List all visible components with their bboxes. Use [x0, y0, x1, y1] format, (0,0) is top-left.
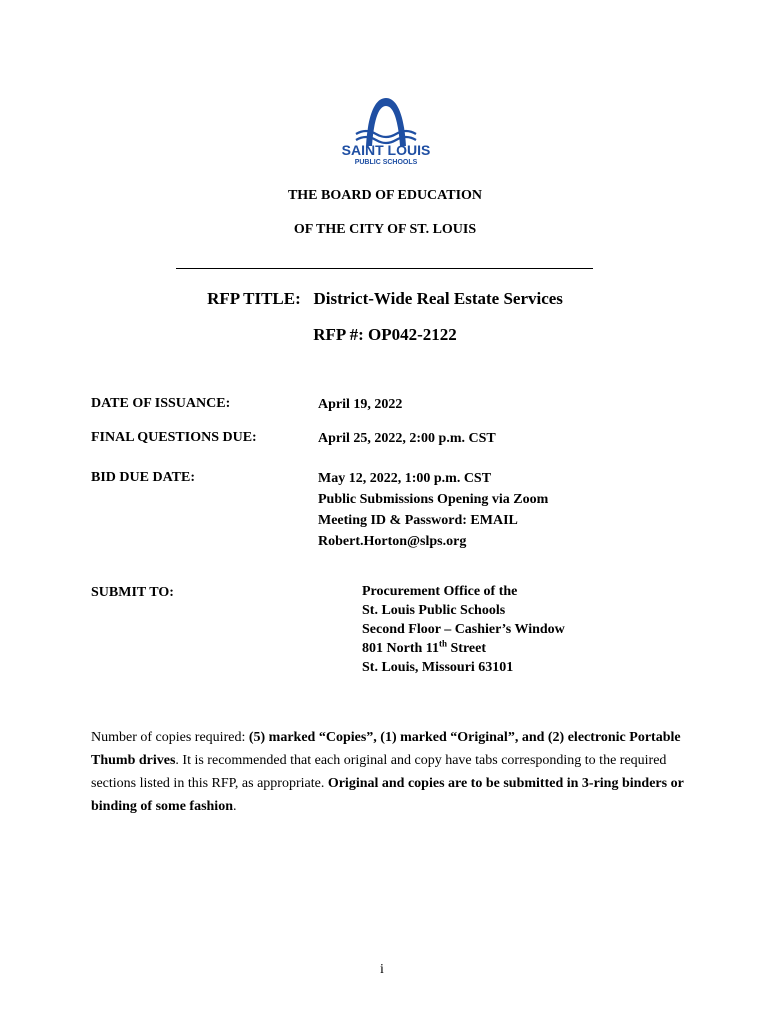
bid-details [318, 468, 548, 552]
district-logo [336, 94, 436, 168]
city-title: OF THE CITY OF ST. LOUIS [293, 222, 477, 237]
address-line: Second Floor – Cashier’s Window [362, 622, 565, 637]
logo-subtitle: PUBLIC SCHOOLS [354, 159, 418, 166]
rfp-number: RFP #: OP042-2122 [313, 325, 457, 344]
logo-name: SAINT LOUIS [341, 142, 431, 158]
issuance-label: DATE OF ISSUANCE: [91, 396, 231, 411]
bid-line: Meeting ID & Password: EMAIL [318, 513, 518, 528]
questions-label: FINAL QUESTIONS DUE: [91, 430, 257, 445]
address-line: Procurement Office of the [362, 584, 518, 599]
questions-value: April 25, 2022, 2:00 p.m. CST [318, 431, 496, 446]
rfp-title-label: RFP TITLE: [207, 289, 301, 308]
rfp-title-value: District-Wide Real Estate Services [313, 289, 563, 308]
copies-text: Number of copies required: [91, 730, 249, 745]
street-name: Street [447, 641, 487, 656]
copies-bold: Original and copies are to be submitted in 3-ring binders or binding of some fashion [91, 776, 684, 814]
bid-line: Robert.Horton@slps.org [318, 534, 467, 549]
copies-paragraph [91, 726, 691, 818]
address-line-street [362, 639, 565, 658]
street-suffix: th [439, 638, 448, 649]
bid-line: May 12, 2022, 1:00 p.m. CST [318, 471, 492, 486]
issuance-value: April 19, 2022 [318, 397, 403, 412]
page-number: i [380, 962, 384, 977]
submit-address [362, 582, 565, 677]
bid-line: Public Submissions Opening via Zoom [318, 492, 549, 507]
copies-bold: (5) marked “Copies”, (1) marked “Original”, and (2) electronic Portable Thumb drives [91, 730, 681, 768]
board-title: THE BOARD OF EDUCATION [287, 188, 483, 203]
street-number: 801 North 11 [362, 641, 439, 656]
divider-line [176, 268, 593, 269]
rfp-title [0, 289, 770, 309]
address-line: St. Louis, Missouri 63101 [362, 660, 514, 675]
copies-text: . It is recommended that each original and copy have tabs corresponding to the required sections listed in this RFP, as appropriate. [91, 753, 667, 791]
submit-label: SUBMIT TO: [91, 585, 174, 600]
address-line: St. Louis Public Schools [362, 603, 506, 618]
copies-text: . [232, 799, 237, 814]
bid-label: BID DUE DATE: [91, 470, 195, 485]
